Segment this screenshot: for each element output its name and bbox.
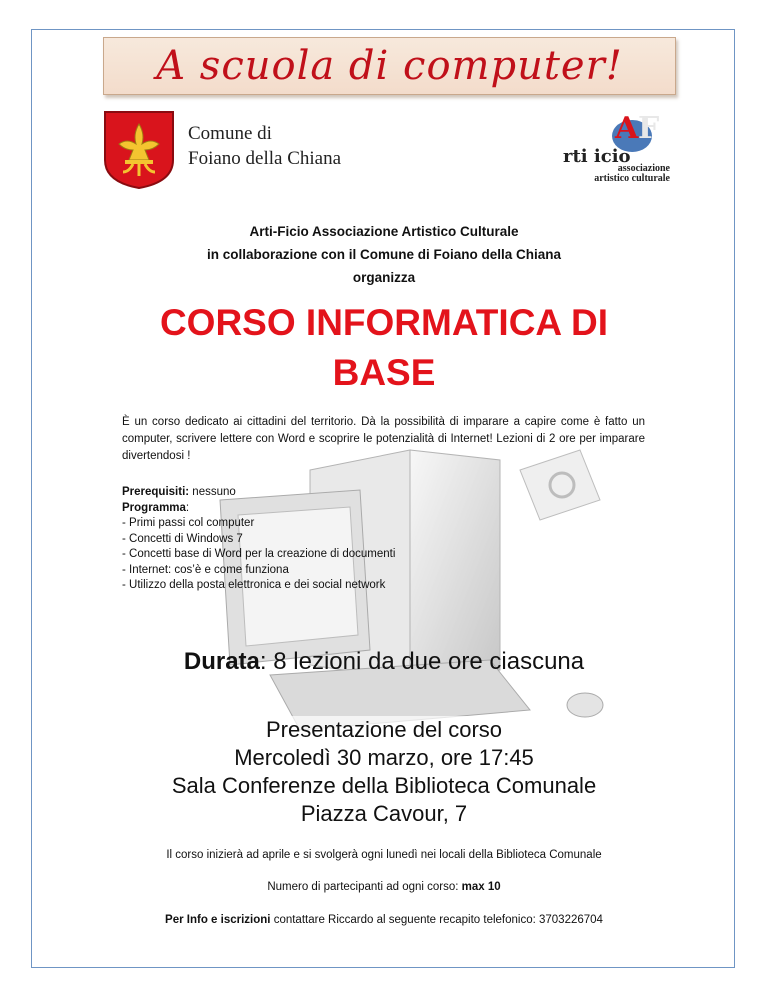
presentation-block [0, 716, 768, 828]
title-banner [103, 37, 676, 95]
page-title: A scuola di computer! [156, 43, 623, 89]
program-item: - Internet: cos’è e come funziona [122, 563, 289, 576]
duration [0, 648, 768, 676]
prerequisites [122, 485, 395, 501]
svg-text:A: A [615, 111, 639, 146]
logo-sub1: associazione [617, 163, 670, 174]
program-item: - Utilizzo della posta elettronica e dei social network [122, 579, 386, 591]
program-item: - Primi passi col computer [122, 517, 255, 529]
presentation-line1: Presentazione del corso [265, 717, 503, 742]
program-block [122, 485, 395, 594]
start-note: Il corso inizierà ad aprile e si svolgerà ogni lunedì nei locali della Biblioteca Comunale [166, 849, 602, 861]
info-label: Per Info e iscrizioni [165, 914, 271, 926]
course-description: È un corso dedicato ai cittadini del territorio. Dà la possibilità di imparare a capire come è fatto un computer, scrivere lettere con Word e scoprire le potenzialità di Internet! Lezioni di 2 ore per imparare divertendosi ! [122, 416, 645, 462]
info-text: contattare Riccardo al seguente recapito telefonico: 3703226704 [270, 914, 603, 926]
logo-wordmark: rti icio [563, 146, 631, 167]
program-heading [122, 501, 395, 517]
duration-value: : 8 lezioni da due ore ciascuna [259, 648, 585, 675]
prereq-value: nessuno [189, 486, 236, 498]
course-title-line2: BASE [332, 352, 436, 393]
organizer-line1: Arti-Ficio Associazione Artistico Culturale [249, 224, 519, 239]
presentation-date: Mercoledì 30 marzo, ore 17:45 [234, 745, 534, 770]
prereq-label: Prerequisiti: [122, 486, 190, 498]
course-title [0, 298, 768, 398]
participants-max: max 10 [461, 881, 501, 893]
logo-sub2: artistico culturale [594, 173, 670, 184]
duration-label: Durata [183, 648, 260, 675]
participants-note [0, 881, 768, 893]
program-item: - Concetti base di Word per la creazione di documenti [122, 548, 396, 560]
program-colon: : [185, 501, 190, 514]
participants-text: Numero di partecipanti ad ogni corso: [267, 881, 462, 893]
program-item: - Concetti di Windows 7 [122, 532, 243, 545]
presentation-venue: Sala Conferenze della Biblioteca Comunale [171, 773, 597, 798]
organizer-block [0, 220, 768, 289]
organizer-line2: in collaborazione con il Comune di Foiano della Chiana [206, 247, 562, 262]
program-label: Programma [122, 501, 186, 514]
comune-line2: Foiano della Chiana [188, 148, 342, 169]
logo-subtitle [566, 164, 670, 184]
course-title-line1: CORSO INFORMATICA DI [159, 302, 609, 343]
comune-name [188, 121, 341, 171]
coat-of-arms-icon [103, 110, 175, 190]
svg-text:F: F [638, 111, 660, 146]
organizer-line3: organizza [352, 270, 416, 285]
info-note [0, 914, 768, 926]
presentation-address: Piazza Cavour, 7 [300, 801, 468, 826]
comune-line1: Comune di [188, 123, 272, 144]
